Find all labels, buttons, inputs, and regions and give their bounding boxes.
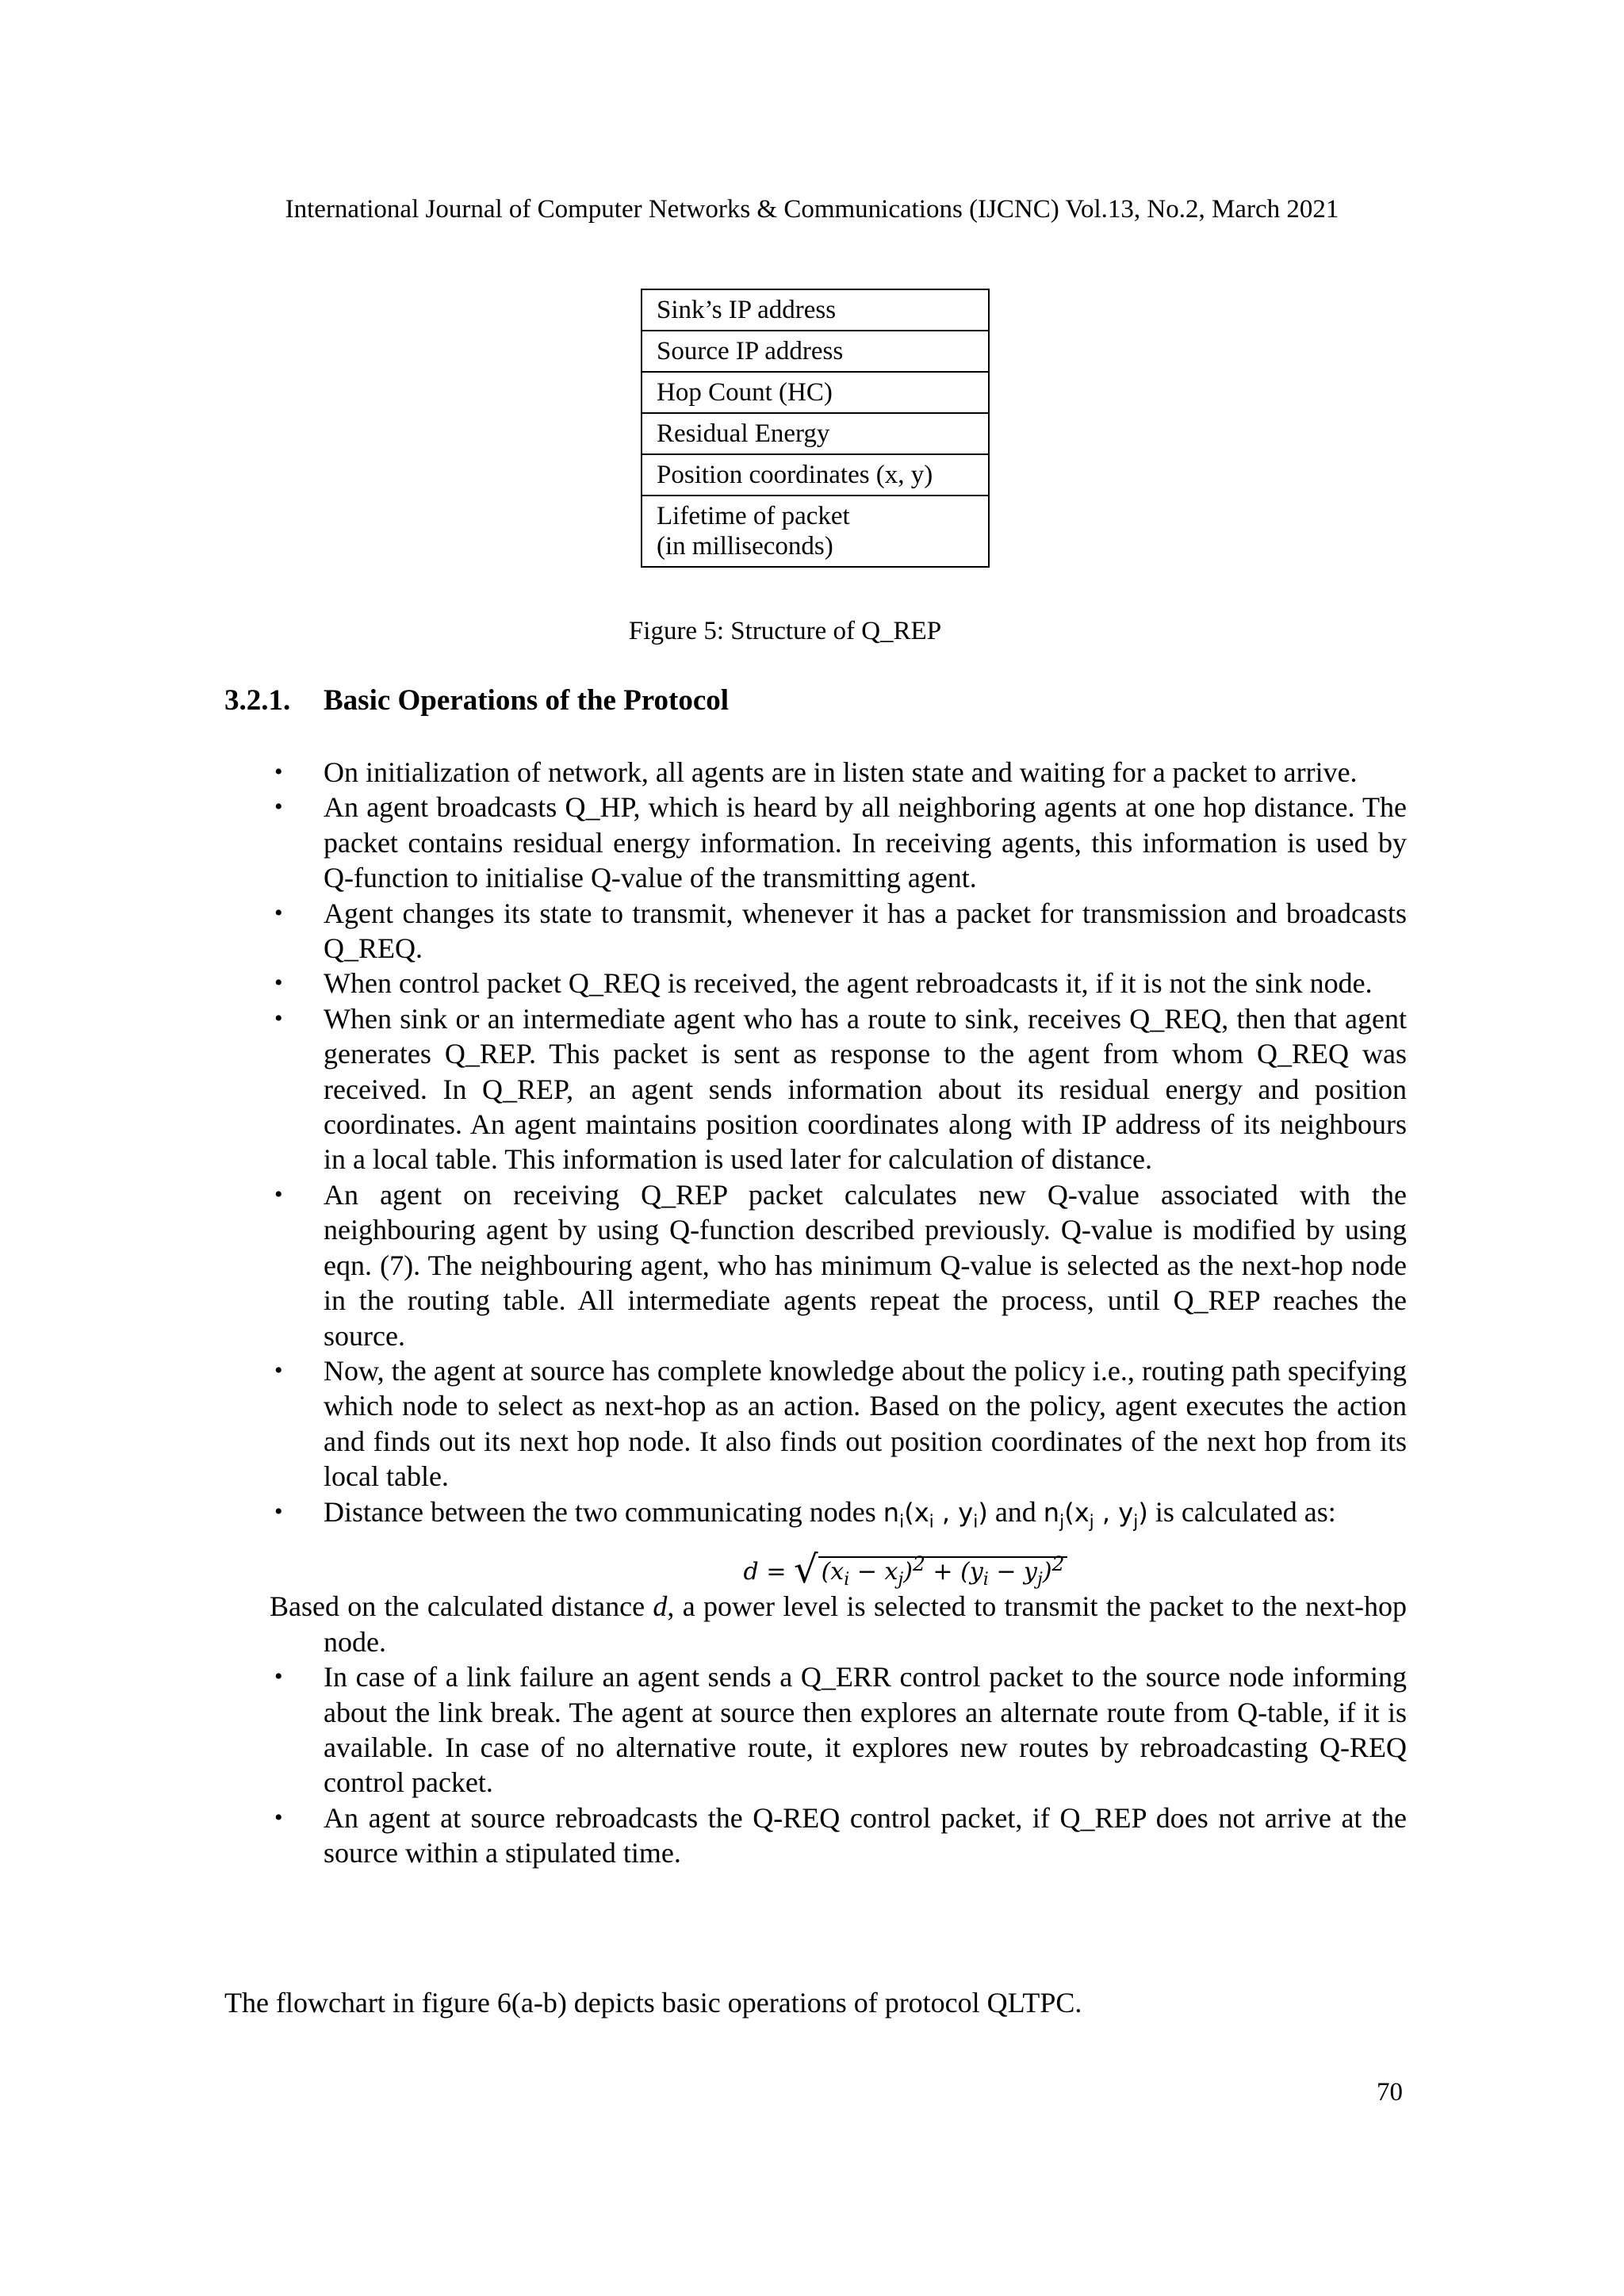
list-item-text: When control packet Q_REQ is received, the agent rebroadcasts it, if it is not the sink node. bbox=[324, 967, 1373, 1000]
table-cell: Source IP address bbox=[642, 331, 989, 372]
bullet-glyph: • bbox=[274, 970, 283, 997]
list-item-text: Now, the agent at source has complete knowledge about the policy i.e., routing path specifying which node to select as next-hop as an action. Based on the policy, agent executes the action and finds out its next hop node. It also finds out position coordinates of the next hop from its local table. bbox=[324, 1354, 1407, 1493]
operations-list bbox=[270, 755, 1407, 1540]
list-item-text: An agent broadcasts Q_HP, which is heard by all neighboring agents at one hop distance. The packet contains residual energy information. In receiving agents, this information is used by Q-function to initialise Q-value of the transmitting agent. bbox=[324, 791, 1407, 894]
and-text: and bbox=[987, 1495, 1044, 1528]
list-item-text: When sink or an intermediate agent who has a route to sink, receives Q_REQ, then that agent generates Q_REP. This packet is sent as response to the agent from whom Q_REQ was received. In Q_REP, an agent sends information about its residual energy and position coordinates. An agent maintains position coordinates along with IP address of its neighbours in a local table. This information is used later for calculation of distance. bbox=[324, 1002, 1407, 1176]
list-item-text: On initialization of network, all agents are in listen state and waiting for a packet to arrive. bbox=[324, 756, 1358, 788]
table-cell bbox=[642, 496, 989, 567]
node-j: $n_j(x_j$ , $y_j$) bbox=[1043, 1497, 1148, 1532]
list-item bbox=[270, 1494, 1407, 1540]
node-i: $n_i(x_i$ , $y_i$) bbox=[883, 1497, 988, 1532]
table-cell: Hop Count (HC) bbox=[642, 372, 989, 413]
sqrt-icon: √ bbox=[794, 1548, 818, 1593]
list-item bbox=[270, 1659, 1407, 1800]
table-row bbox=[642, 454, 989, 496]
table-cell: Residual Energy bbox=[642, 413, 989, 454]
bullet-glyph: • bbox=[274, 1004, 283, 1031]
list-item bbox=[270, 896, 1407, 966]
list-item bbox=[270, 1353, 1407, 1494]
figure-caption: Figure 5: Structure of Q_REP bbox=[628, 617, 942, 645]
table-cell: Sink’s IP address bbox=[642, 289, 989, 331]
running-header: International Journal of Computer Networks & Communications (IJCNC) Vol.13, No.2, March 2021 bbox=[285, 195, 1339, 224]
list-item bbox=[270, 1177, 1407, 1353]
equation-equals: = bbox=[766, 1558, 787, 1586]
list-item bbox=[270, 755, 1407, 790]
distance-paragraph: Based on the calculated distance d, a power level is selected to transmit the packet to the next-hop node. bbox=[270, 1590, 1407, 1658]
q-rep-structure-table bbox=[641, 289, 990, 568]
body-text bbox=[270, 755, 1407, 1871]
table-row bbox=[642, 331, 989, 372]
list-item-text: An agent at source rebroadcasts the Q-REQ control packet, if Q_REP does not arrive at the source within a stipulated time. bbox=[324, 1801, 1407, 1869]
bullet-glyph: • bbox=[274, 1498, 283, 1525]
table-row bbox=[642, 496, 989, 567]
distance-suffix: is calculated as: bbox=[1147, 1495, 1336, 1528]
operations-list-continued bbox=[270, 1659, 1407, 1870]
table-cell-line: Lifetime of packet bbox=[657, 502, 850, 530]
bullet-glyph: • bbox=[274, 1357, 283, 1383]
distance-prefix: Distance between the two communicating nodes bbox=[324, 1495, 883, 1528]
bullet-glyph: • bbox=[274, 1181, 283, 1207]
equation-lhs: d bbox=[743, 1558, 759, 1586]
table-row bbox=[642, 413, 989, 454]
distance-equation bbox=[270, 1540, 1407, 1593]
bullet-glyph: • bbox=[274, 1663, 283, 1690]
table-row bbox=[642, 289, 989, 331]
table-row bbox=[642, 372, 989, 413]
list-item bbox=[270, 1001, 1407, 1177]
bullet-glyph: • bbox=[274, 899, 283, 926]
table-cell-line: (in milliseconds) bbox=[657, 532, 833, 561]
list-item bbox=[270, 966, 1407, 1001]
section-heading bbox=[224, 683, 729, 718]
bullet-glyph: • bbox=[274, 794, 283, 821]
page-number: 70 bbox=[1377, 2078, 1403, 2107]
sqrt-radicand: $(x_i - x_j)^2 + (y_i - y_j)^2$ bbox=[818, 1556, 1068, 1586]
table-cell: Position coordinates (x, y) bbox=[642, 454, 989, 496]
bullet-glyph: • bbox=[274, 759, 283, 785]
list-item-text: In case of a link failure an agent sends a Q_ERR control packet to the source node informing about the link break. The agent at source then explores an alternate route from Q-table, if it is available. In case of no alternative route, it explores new routes by rebroadcasting Q-REQ control packet. bbox=[324, 1661, 1407, 1799]
bullet-glyph: • bbox=[274, 1804, 283, 1831]
section-number: 3.2.1. bbox=[224, 684, 291, 717]
list-item bbox=[270, 1800, 1407, 1871]
section-title: Basic Operations of the Protocol bbox=[324, 684, 730, 717]
closing-paragraph: The flowchart in figure 6(a-b) depicts basic operations of protocol QLTPC. bbox=[224, 1987, 1082, 2019]
list-item-text: An agent on receiving Q_REP packet calculates new Q-value associated with the neighbouring agent by using Q-function described previously. Q-value is modified by using eqn. (7). The neighbouring agent, who has minimum Q-value is selected as the next-hop node in the routing table. All intermediate agents repeat the process, until Q_REP reaches the source. bbox=[324, 1178, 1407, 1352]
list-item-text: Agent changes its state to transmit, whenever it has a packet for transmission and broadcasts Q_REQ. bbox=[324, 897, 1407, 965]
list-item bbox=[270, 790, 1407, 895]
